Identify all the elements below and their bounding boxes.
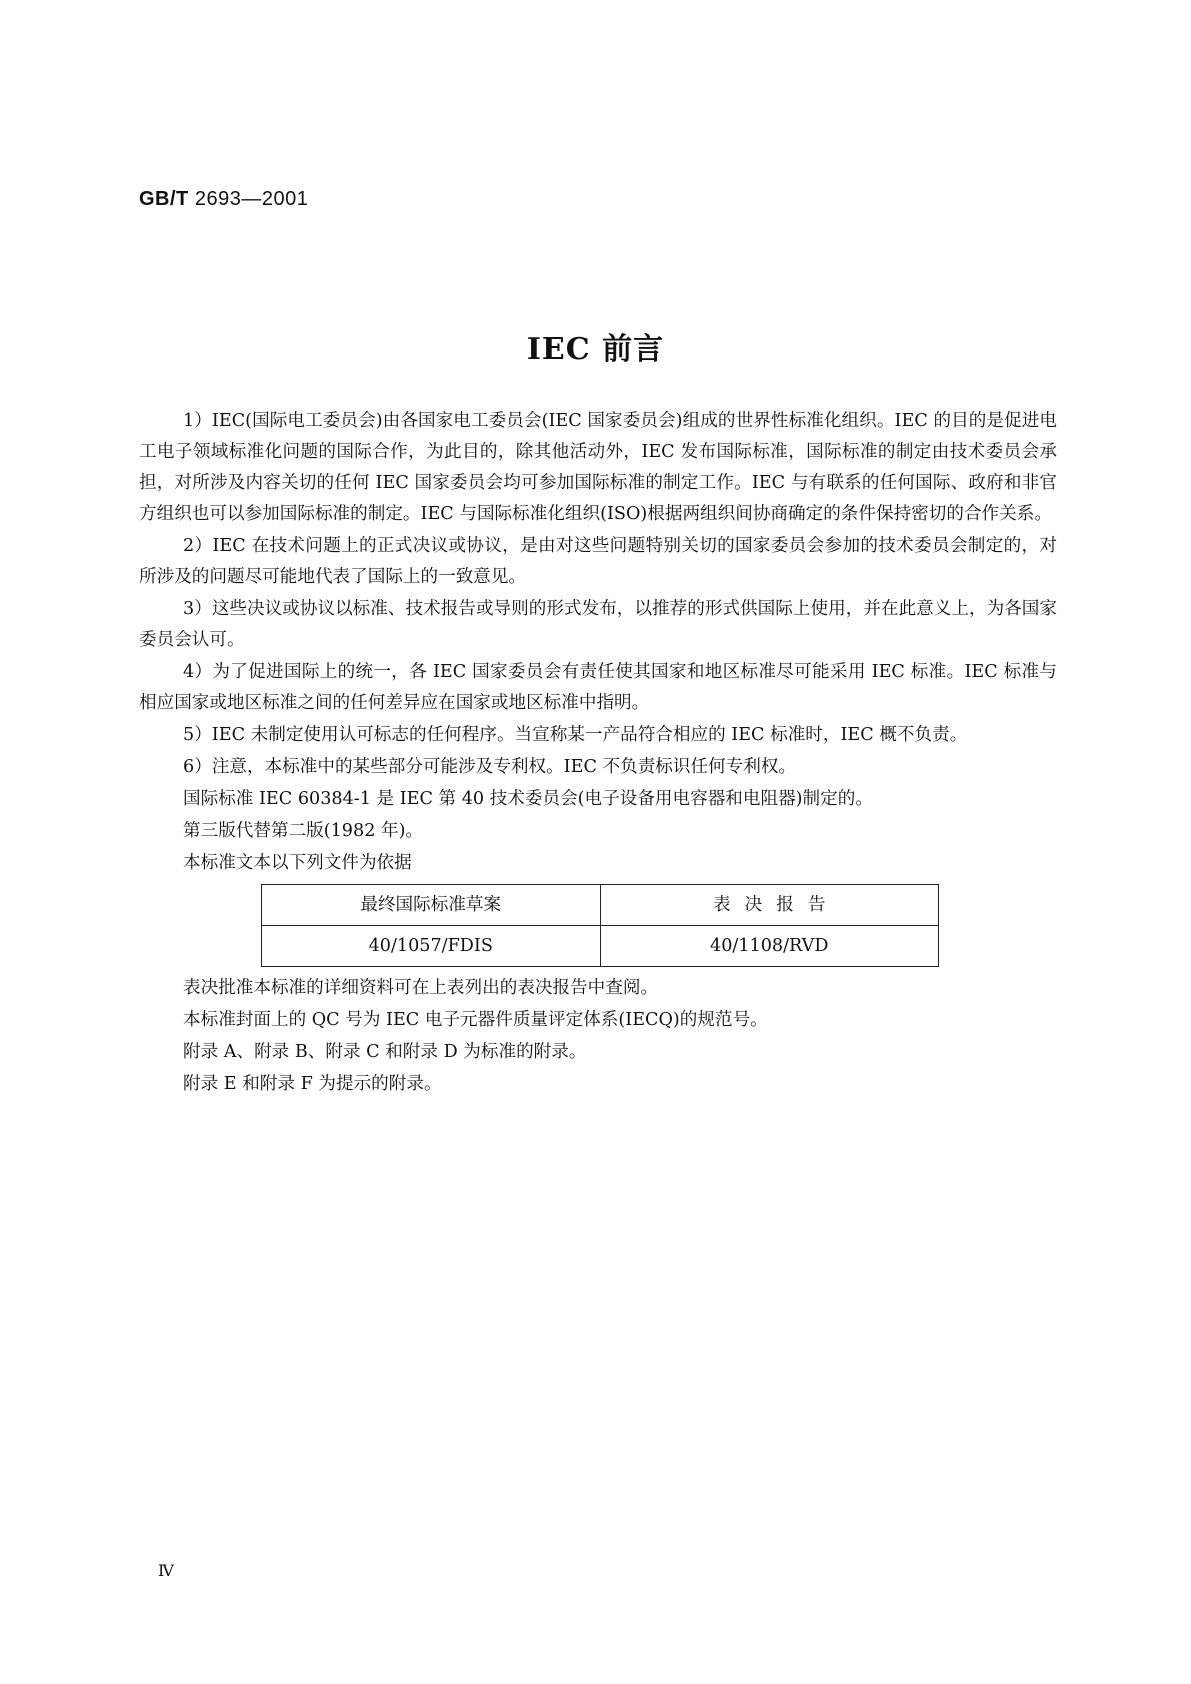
paragraph-edition: 第三版代替第二版(1982 年)。 [183,821,424,841]
paragraph-2: 2）IEC 在技术问题上的正式决议或协议，是由对这些问题特别关切的国家委员会参加的技术委员会制定的，对所涉及的问题尽可能地代表了国际上的一致意见。 [139,536,1057,587]
paragraph-voting-details: 表决批准本标准的详细资料可在上表列出的表决报告中查阅。 [183,978,659,998]
document-code-prefix: GB/T [139,188,189,210]
table-row [262,926,939,967]
document-code-number: 2693—2001 [194,188,309,210]
paragraph-based-on: 本标准文本以下列文件为依据 [183,853,412,873]
paragraph-6: 6）注意，本标准中的某些部分可能涉及专利权。IEC 不负责标识任何专利权。 [183,757,797,777]
paragraph-3: 3）这些决议或协议以标准、技术报告或导则的形式发布，以推荐的形式供国际上使用，并在此意义上，为各国家委员会认可。 [139,599,1057,650]
paragraph-qc-number: 本标准封面上的 QC 号为 IEC 电子元器件质量评定体系(IECQ)的规范号。 [183,1010,768,1030]
page-title: IEC 前言 [526,332,665,367]
page-number: Ⅳ [158,1561,174,1580]
table-header-cell: 最终国际标准草案 [262,885,601,926]
table-header-row [262,885,939,926]
paragraph-informative-annexes: 附录 E 和附录 F 为提示的附录。 [183,1074,442,1094]
document-body [139,406,1057,1100]
table-header-cell: 表决报告 [600,885,939,926]
paragraph-5: 5）IEC 未制定使用认可标志的任何程序。当宣称某一产品符合相应的 IEC 标准时，IEC 概不负责。 [183,725,968,745]
paragraph-4: 4）为了促进国际上的统一，各 IEC 国家委员会有责任使其国家和地区标准尽可能采用 IEC 标准。IEC 标准与相应国家或地区标准之间的任何差异应在国家或地区标准中指明。 [139,662,1057,713]
paragraph-standard-origin: 国际标准 IEC 60384-1 是 IEC 第 40 技术委员会(电子设备用电容器和电阻器)制定的。 [183,789,873,809]
paragraph-normative-annexes: 附录 A、附录 B、附录 C 和附录 D 为标准的附录。 [183,1042,587,1062]
paragraph-1: 1）IEC(国际电工委员会)由各国家电工委员会(IEC 国家委员会)组成的世界性标准化组织。IEC 的目的是促进电工电子领域标准化问题的国际合作，为此目的，除其他活动外，IEC 发布国际标准，国际标准的制定由技术委员会承担，对所涉及内容关切的任何 IEC 国家委员会均可参加国际标准的制定工作。IEC 与有联系的任何国际、政府和非官方组织也可以参加国际标准的制定。IEC 与国际标准化组织(ISO)根据两组织间协商确定的条件保持密切的合作关系。 [139,411,1057,524]
table-cell: 40/1108/RVD [600,926,939,967]
table-cell: 40/1057/FDIS [262,926,601,967]
reference-table [261,884,939,967]
document-code [139,188,308,211]
